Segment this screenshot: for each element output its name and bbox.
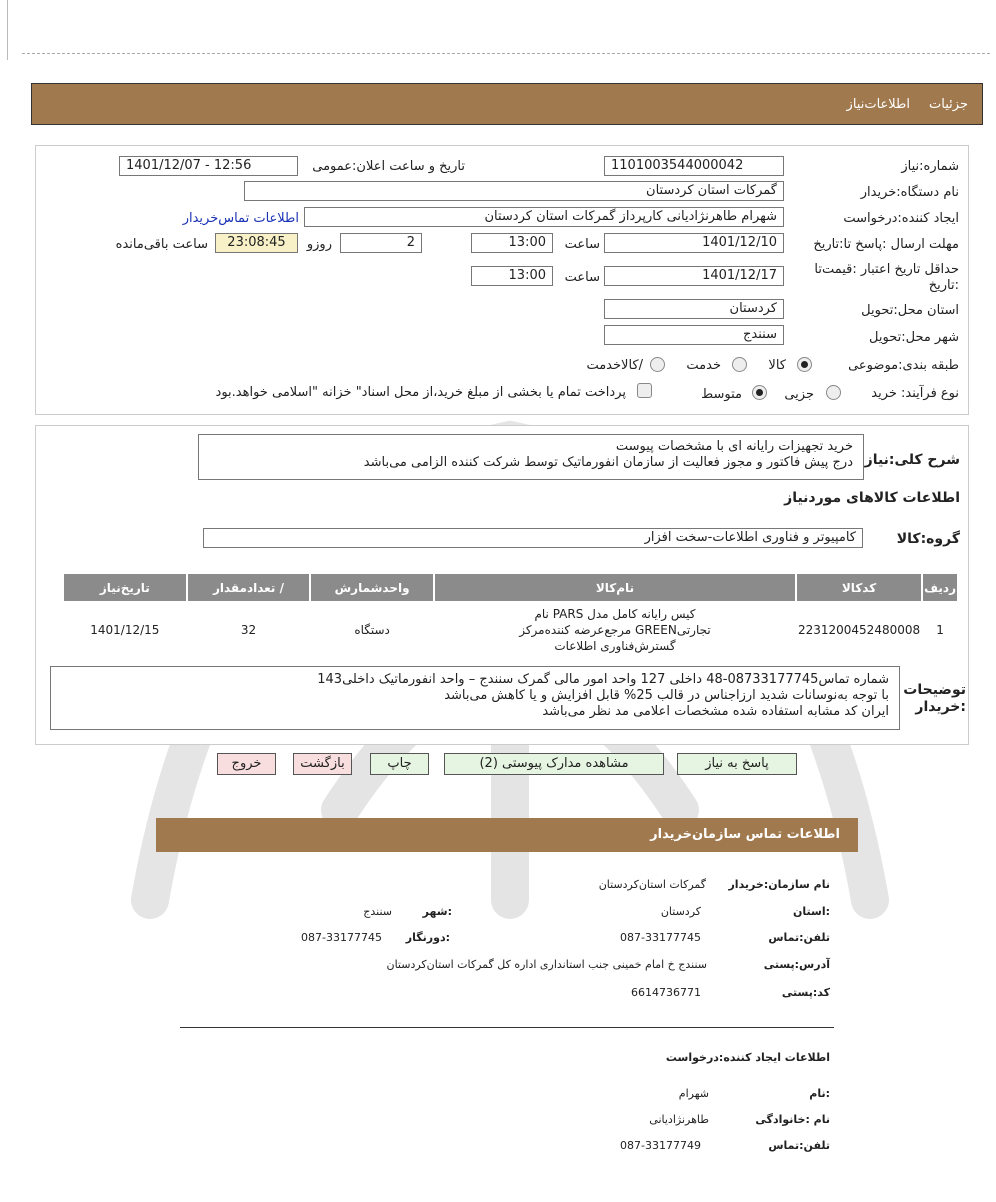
creator-name-label: :نام <box>809 1087 830 1100</box>
creator-name: شهرام <box>678 1087 709 1100</box>
contact-province: کردستان <box>660 905 701 918</box>
col-unit: واحدشمارش <box>311 574 433 601</box>
tab-details[interactable]: جزئیات <box>929 97 968 112</box>
creator-label: ایجاد کننده:درخواست <box>843 211 959 226</box>
cell-date: 1401/12/15 <box>64 603 186 657</box>
remaining-time-field: 23:08:45 <box>215 233 298 253</box>
cell-name-line-1: کیس رایانه کامل مدل PARS نام <box>534 607 696 621</box>
creator-field: شهرام طاهرنژادیانی کارپرداز گمرکات استان کردستان <box>304 207 784 227</box>
validity-label: حداقل تاریخ اعتبار :قیمت‌تا <box>814 262 959 277</box>
need-no-field: 1101003544000042 <box>604 156 784 176</box>
category-label: طبقه بندی:موضوعی <box>848 358 959 373</box>
page-edge-line <box>7 0 8 60</box>
contact-postal-label: کد:پستی <box>781 986 830 999</box>
announce-field: 1401/12/07 - 12:56 <box>119 156 298 176</box>
cell-unit: دستگاه <box>311 603 433 657</box>
table-header-row <box>64 574 957 601</box>
goods-table <box>62 572 959 659</box>
contact-title-bar <box>156 818 858 852</box>
buyer-notes-line-2: با توجه به‌نوسانات شدید ارزاجناس در قالب 25% قابل افزایش و یا کاهش می‌باشد <box>444 688 889 703</box>
contact-fax-label: :دورنگار <box>405 931 450 944</box>
contact-province-label: :استان <box>793 905 830 918</box>
deadline-date-field: 1401/12/10 <box>604 233 784 253</box>
radio-small-label: جزیی <box>784 387 814 402</box>
validity-date-field: 1401/12/17 <box>604 266 784 286</box>
city-label: شهر محل:تحویل <box>869 330 959 345</box>
col-name: نام‌کالا <box>435 574 795 601</box>
province-label: استان محل:تحویل <box>861 303 959 318</box>
description-line-2: درج پیش فاکتور و مجوز فعالیت از سازمان انفورماتیک توسط شرکت کننده الزامی می‌باشد <box>363 455 853 470</box>
remaining-label: ساعت باقی‌مانده <box>115 237 208 252</box>
radio-goods-label: کالا <box>768 358 786 373</box>
buyer-org-field: گمرکات استان کردستان <box>244 181 784 201</box>
validity-time-field: 13:00 <box>471 266 553 286</box>
description-field <box>198 434 864 480</box>
contact-address-label: آدرس:پستی <box>763 958 830 971</box>
contact-postal: 6614736771 <box>631 986 701 999</box>
province-field: کردستان <box>604 299 784 319</box>
cell-name <box>435 603 795 657</box>
process-label: نوع فرآیند: خرید <box>871 386 959 401</box>
col-qty: / تعدادمقدار <box>188 574 310 601</box>
col-date: تاریخ‌نیاز <box>64 574 186 601</box>
cell-name-line-2: تجارتیGREEN مرجع‌عرضه کننده‌مرکز <box>519 623 711 637</box>
creator-phone: 087-33177749 <box>620 1139 701 1152</box>
days-field: 2 <box>340 233 422 253</box>
creator-family: طاهرنژادیانی <box>649 1113 709 1126</box>
buyer-notes-field <box>50 666 900 730</box>
validity-time-label: ساعت <box>564 270 600 285</box>
contact-city-label: :شهر <box>422 905 452 918</box>
goods-group-field: کامپیوتر و فناوری اطلاعات-سخت افزار <box>203 528 863 548</box>
creator-phone-label: تلفن:تماس <box>768 1139 830 1152</box>
contact-title: اطلاعات تماس سازمان‌خریدار <box>650 827 840 842</box>
days-label: روزو <box>306 237 332 252</box>
table-row <box>64 603 957 657</box>
page-title: اطلاعات‌نیاز <box>846 97 910 112</box>
contact-fax: 087-33177745 <box>301 931 382 944</box>
radio-service-label: خدمت <box>686 358 721 373</box>
top-divider <box>22 53 990 54</box>
radio-small[interactable] <box>826 385 841 400</box>
description-label: شرح کلی:نیاز <box>864 452 960 468</box>
print-button[interactable]: چاپ <box>370 753 429 775</box>
payment-checkbox[interactable] <box>637 383 652 398</box>
header-bar <box>31 83 983 125</box>
payment-note: پرداخت تمام یا بخشی از مبلغ خرید،از محل اسناد" خزانه "اسلامی خواهد.بود <box>215 385 626 400</box>
cell-code: 2231200452480008 <box>797 603 921 657</box>
creator-title: اطلاعات ایجاد کننده:درخواست <box>665 1051 830 1064</box>
exit-button[interactable]: خروج <box>217 753 276 775</box>
radio-service[interactable] <box>732 357 747 372</box>
buyer-notes-label-2: :خریدار <box>915 699 966 715</box>
announce-label: تاریخ و ساعت اعلان:عمومی <box>312 159 465 174</box>
contact-city: سنندج <box>363 905 392 918</box>
goods-info-heading: اطلاعات کالاهای موردنیاز <box>784 490 960 506</box>
contact-phone-label: تلفن:تماس <box>768 931 830 944</box>
need-no-label: شماره:نیاز <box>901 159 959 174</box>
contact-address: سنندج خ امام خمینی جنب استانداری اداره کل گمرکات استان‌کردستان <box>386 958 707 971</box>
validity-label-2: :تاریخ <box>928 278 959 293</box>
buyer-notes-label: توضیحات <box>903 682 966 698</box>
buyer-contact-link[interactable]: اطلاعات تماس‌خریدار <box>182 211 299 226</box>
deadline-label: مهلت ارسال :پاسخ تا:تاریخ <box>813 237 959 252</box>
contact-divider <box>180 1027 834 1028</box>
deadline-time-field: 13:00 <box>471 233 553 253</box>
radio-goods-service-label: /کالاخدمت <box>586 358 643 373</box>
col-row: ردیف <box>923 574 957 601</box>
contact-org-label: نام سازمان:خریدار <box>728 878 830 891</box>
reply-button[interactable]: پاسخ به نیاز <box>677 753 797 775</box>
cell-qty: 32 <box>188 603 310 657</box>
attachments-button[interactable]: مشاهده مدارک پیوستی (2) <box>444 753 664 775</box>
radio-goods-service[interactable] <box>650 357 665 372</box>
buyer-org-label: نام دستگاه:خریدار <box>860 185 959 200</box>
cell-name-line-3: گسترش‌فناوری اطلاعات <box>554 639 676 653</box>
goods-group-label: گروه:کالا <box>896 531 960 547</box>
radio-medium-label: متوسط <box>701 387 742 402</box>
radio-medium[interactable] <box>752 385 767 400</box>
buyer-notes-line-1: شماره تماس08733177745-48 داخلی 127 واحد امور مالی گمرک سنندج – واحد انفورماتیک داخلی143 <box>317 672 889 687</box>
col-code: کدکالا <box>797 574 921 601</box>
deadline-time-label: ساعت <box>564 237 600 252</box>
back-button[interactable]: بازگشت <box>293 753 352 775</box>
contact-org: گمرکات استان‌کردستان <box>598 878 706 891</box>
city-field: سنندج <box>604 325 784 345</box>
description-line-1: خرید تجهیزات رایانه ای با مشخصات پیوست <box>615 439 853 454</box>
contact-phone: 087-33177745 <box>620 931 701 944</box>
creator-family-label: نام :خانوادگی <box>755 1113 830 1126</box>
buyer-notes-line-3: ایران کد مشابه استفاده شده مشخصات اعلامی مد نظر می‌باشد <box>542 704 889 719</box>
cell-row: 1 <box>923 603 957 657</box>
radio-goods[interactable] <box>797 357 812 372</box>
